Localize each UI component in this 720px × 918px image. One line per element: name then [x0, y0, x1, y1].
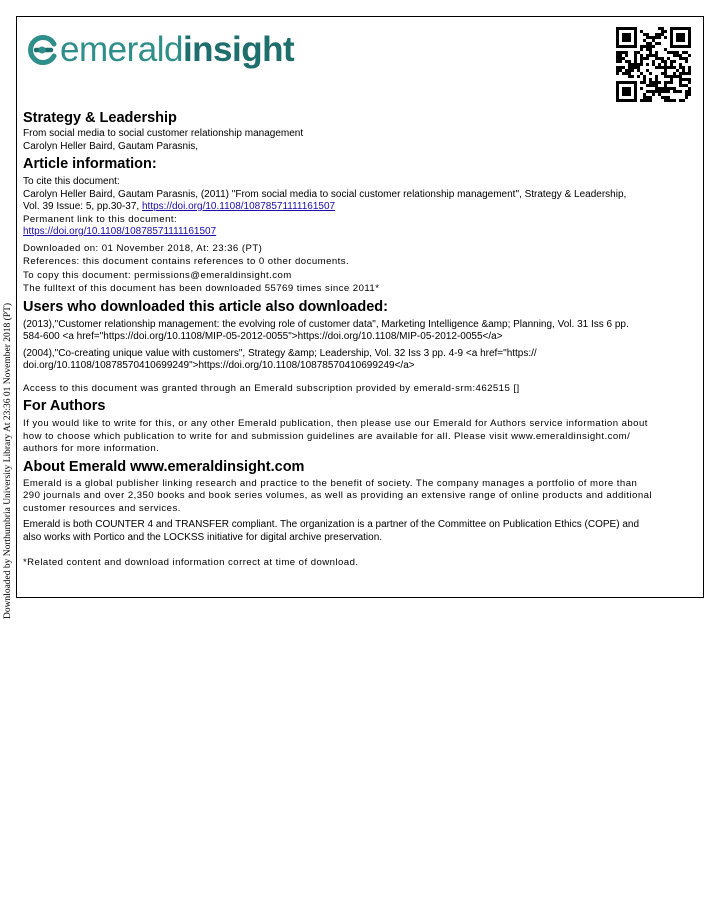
- access-note: Access to this document was granted through an Emerald subscription provided by emerald-srm:462515 []: [23, 382, 520, 394]
- emerald-logo-icon: [27, 35, 57, 65]
- for-authors-text: If you would like to write for this, or any other Emerald publication, then please use our Emerald for Authors service information about: [23, 418, 648, 429]
- for-authors-heading: For Authors: [23, 398, 106, 414]
- article-title: From social media to social customer relationship management: [23, 128, 304, 139]
- download-watermark: Downloaded by Northumbria University Library At 23:36 01 November 2018 (PT): [3, 302, 13, 620]
- about-text: 290 journals and over 2,350 books and book series volumes, as well as providing an extensive range of online products and additional: [23, 490, 652, 501]
- permanent-doi-link[interactable]: https://doi.org/10.1108/10878571111161507: [23, 226, 217, 237]
- citation-text: Carolyn Heller Baird, Gautam Parasnis, (2011) "From social media to social customer relationship management", Strategy & Leadership,: [23, 188, 627, 200]
- related-item-line: 584-600 <a href="https://doi.org/10.1108/MIP-05-2012-0055">https://doi.org/10.1108/MIP-05-2012-0055</a>: [23, 331, 503, 342]
- about-compliance: Emerald is both COUNTER 4 and TRANSFER compliant. The organization is a partner of the Committee on Publication Ethics (COPE) and: [23, 519, 640, 530]
- also-downloaded-heading: Users who downloaded this article also downloaded:: [23, 298, 388, 315]
- related-item-line: doi.org/10.1108/10878570410699249">https://doi.org/10.1108/10878570410699249</a>: [23, 360, 415, 371]
- article-info-heading: Article information:: [23, 156, 157, 172]
- about-text: customer resources and services.: [23, 502, 181, 514]
- citation-doi-link[interactable]: https://doi.org/10.1108/10878571111161507: [141, 201, 336, 212]
- journal-title: Strategy & Leadership: [23, 110, 177, 126]
- citation-volume: Vol. 39 Issue: 5, pp.30-37,: [23, 201, 140, 212]
- fulltext-downloads: The fulltext of this document has been downloaded 55769 times since 2011*: [23, 283, 380, 294]
- related-item-line: (2004),"Co-creating unique value with customers", Strategy &amp; Leadership, Vol. 32 Iss 3 pp. 4-9 <a href="https://: [23, 347, 537, 359]
- footnote: *Related content and download information correct at time of download.: [23, 557, 359, 568]
- for-authors-text: authors for more information.: [23, 443, 160, 454]
- about-text: Emerald is a global publisher linking research and practice to the benefit of society. The company manages a portfolio of more than: [23, 477, 638, 489]
- permanent-link-label: Permanent link to this document:: [23, 213, 178, 225]
- related-item[interactable]: [23, 348, 698, 373]
- qr-code-icon: [616, 27, 691, 102]
- citation-line-2: [23, 201, 698, 214]
- document-body: [23, 110, 698, 570]
- emerald-logo[interactable]: [27, 30, 294, 70]
- logo-wordmark: emeraldinsight: [60, 30, 295, 69]
- for-authors-text: how to choose which publication to write for and submission guidelines are available for all. Please visit www.emeraldinsight.com/: [23, 430, 631, 442]
- downloaded-on: Downloaded on: 01 November 2018, At: 23:36 (PT): [23, 242, 263, 254]
- article-authors: Carolyn Heller Baird, Gautam Parasnis,: [23, 140, 199, 152]
- cite-label: To cite this document:: [23, 176, 120, 187]
- about-compliance: also works with Portico and the LOCKSS initiative for digital archive preservation.: [23, 531, 383, 543]
- about-heading: About Emerald www.emeraldinsight.com: [23, 458, 305, 475]
- related-item[interactable]: [23, 319, 698, 344]
- references-count: References: this document contains references to 0 other documents.: [23, 256, 350, 267]
- copy-permissions: To copy this document: permissions@emeraldinsight.com: [23, 269, 292, 281]
- related-item-line: (2013),"Customer relationship management: the evolving role of customer data", Marketing Intelligence &amp; Planning, Vol. 31 Iss 6 pp.: [23, 318, 629, 330]
